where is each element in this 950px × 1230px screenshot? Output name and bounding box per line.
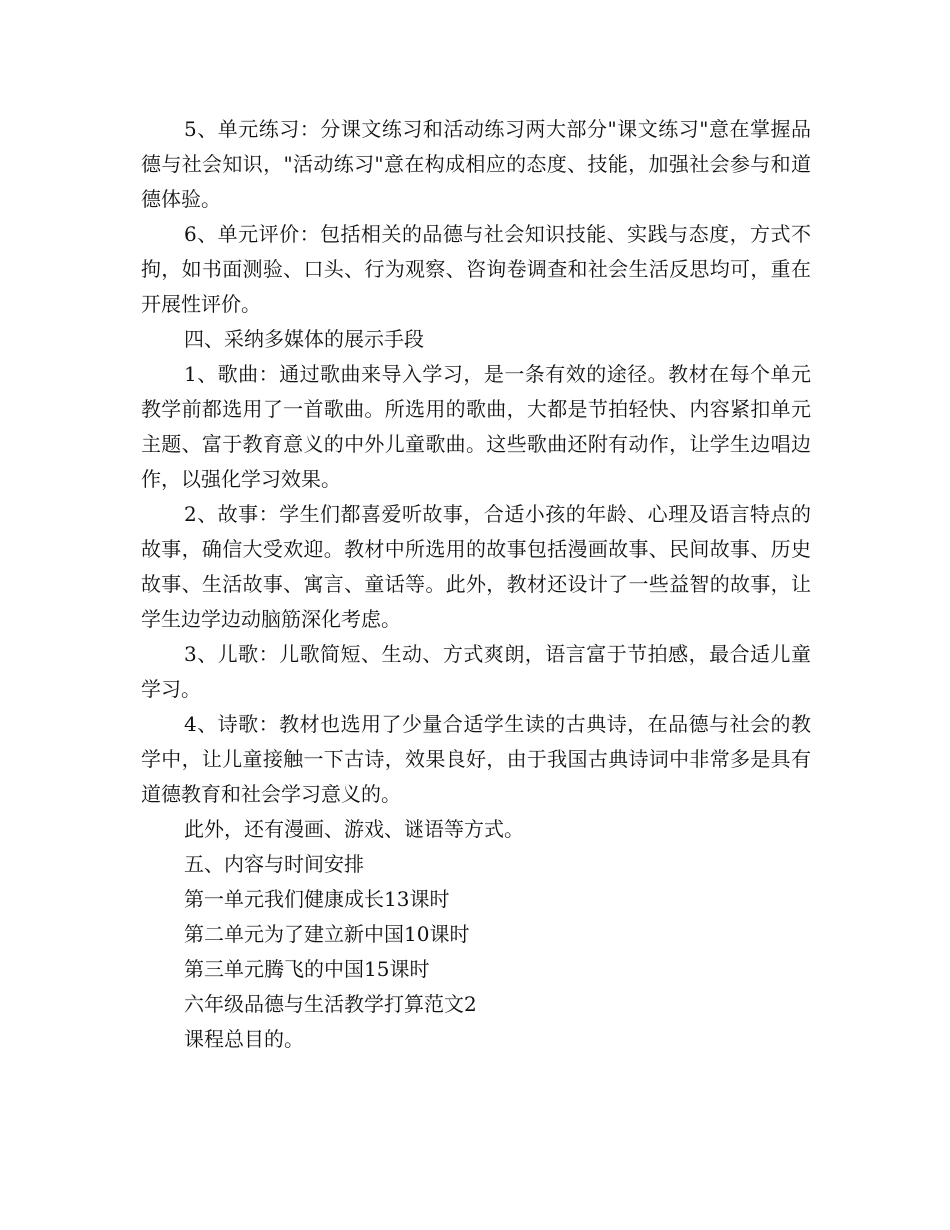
schedule-line-unit-1: 第一单元我们健康成长13课时 [184, 887, 450, 911]
paragraph-poems: 4、诗歌：教材也选用了少量合适学生读的古典诗，在品德与社会的教学中，让儿童接触一下古诗，效果良好，由于我国古典诗词中非常多是具有道德教育和社会学习意义的。 [141, 712, 811, 806]
paragraph-songs: 1、歌曲：通过歌曲来导入学习，是一条有效的途径。教材在每个单元教学前都选用了一首歌曲。所选用的歌曲，大都是节拍轻快、内容紧扣单元主题、富于教育意义的中外儿童歌曲。这些歌曲还附有动作，让学生边唱边作，以强化学习效果。 [141, 362, 811, 491]
section-heading-schedule: 五、内容与时间安排 [184, 852, 364, 876]
paragraph-other-forms: 此外，还有漫画、游戏、谜语等方式。 [184, 817, 524, 841]
paragraph-unit-evaluation: 6、单元评价：包括相关的品德与社会知识技能、实践与态度，方式不拘，如书面测验、口头、行为观察、咨询卷调查和社会生活反思均可，重在开展性评价。 [141, 222, 811, 316]
document-subtitle: 六年级品德与生活教学打算范文2 [184, 992, 477, 1016]
paragraph-stories: 2、故事：学生们都喜爱听故事，合适小孩的年龄、心理及语言特点的故事，确信大受欢迎。教材中所选用的故事包括漫画故事、民间故事、历史故事、生活故事、寓言、童话等。此外，教材还设计了一些益智的故事，让学生边学边动脑筋深化考虑。 [141, 502, 811, 631]
paragraph-nursery-rhymes: 3、儿歌：儿歌简短、生动、方式爽朗，语言富于节拍感，最合适儿童学习。 [141, 642, 811, 701]
schedule-line-unit-3: 第三单元腾飞的中国15课时 [184, 957, 430, 981]
paragraph-course-goal: 课程总目的。 [184, 1027, 304, 1051]
section-heading-multimedia: 四、采纳多媒体的展示手段 [184, 327, 424, 351]
schedule-line-unit-2: 第二单元为了建立新中国10课时 [184, 922, 470, 946]
document-page [141, 112, 811, 1057]
paragraph-unit-exercise: 5、单元练习：分课文练习和活动练习两大部分"课文练习"意在掌握品德与社会知识，"活动练习"意在构成相应的态度、技能，加强社会参与和道德体验。 [141, 117, 811, 211]
